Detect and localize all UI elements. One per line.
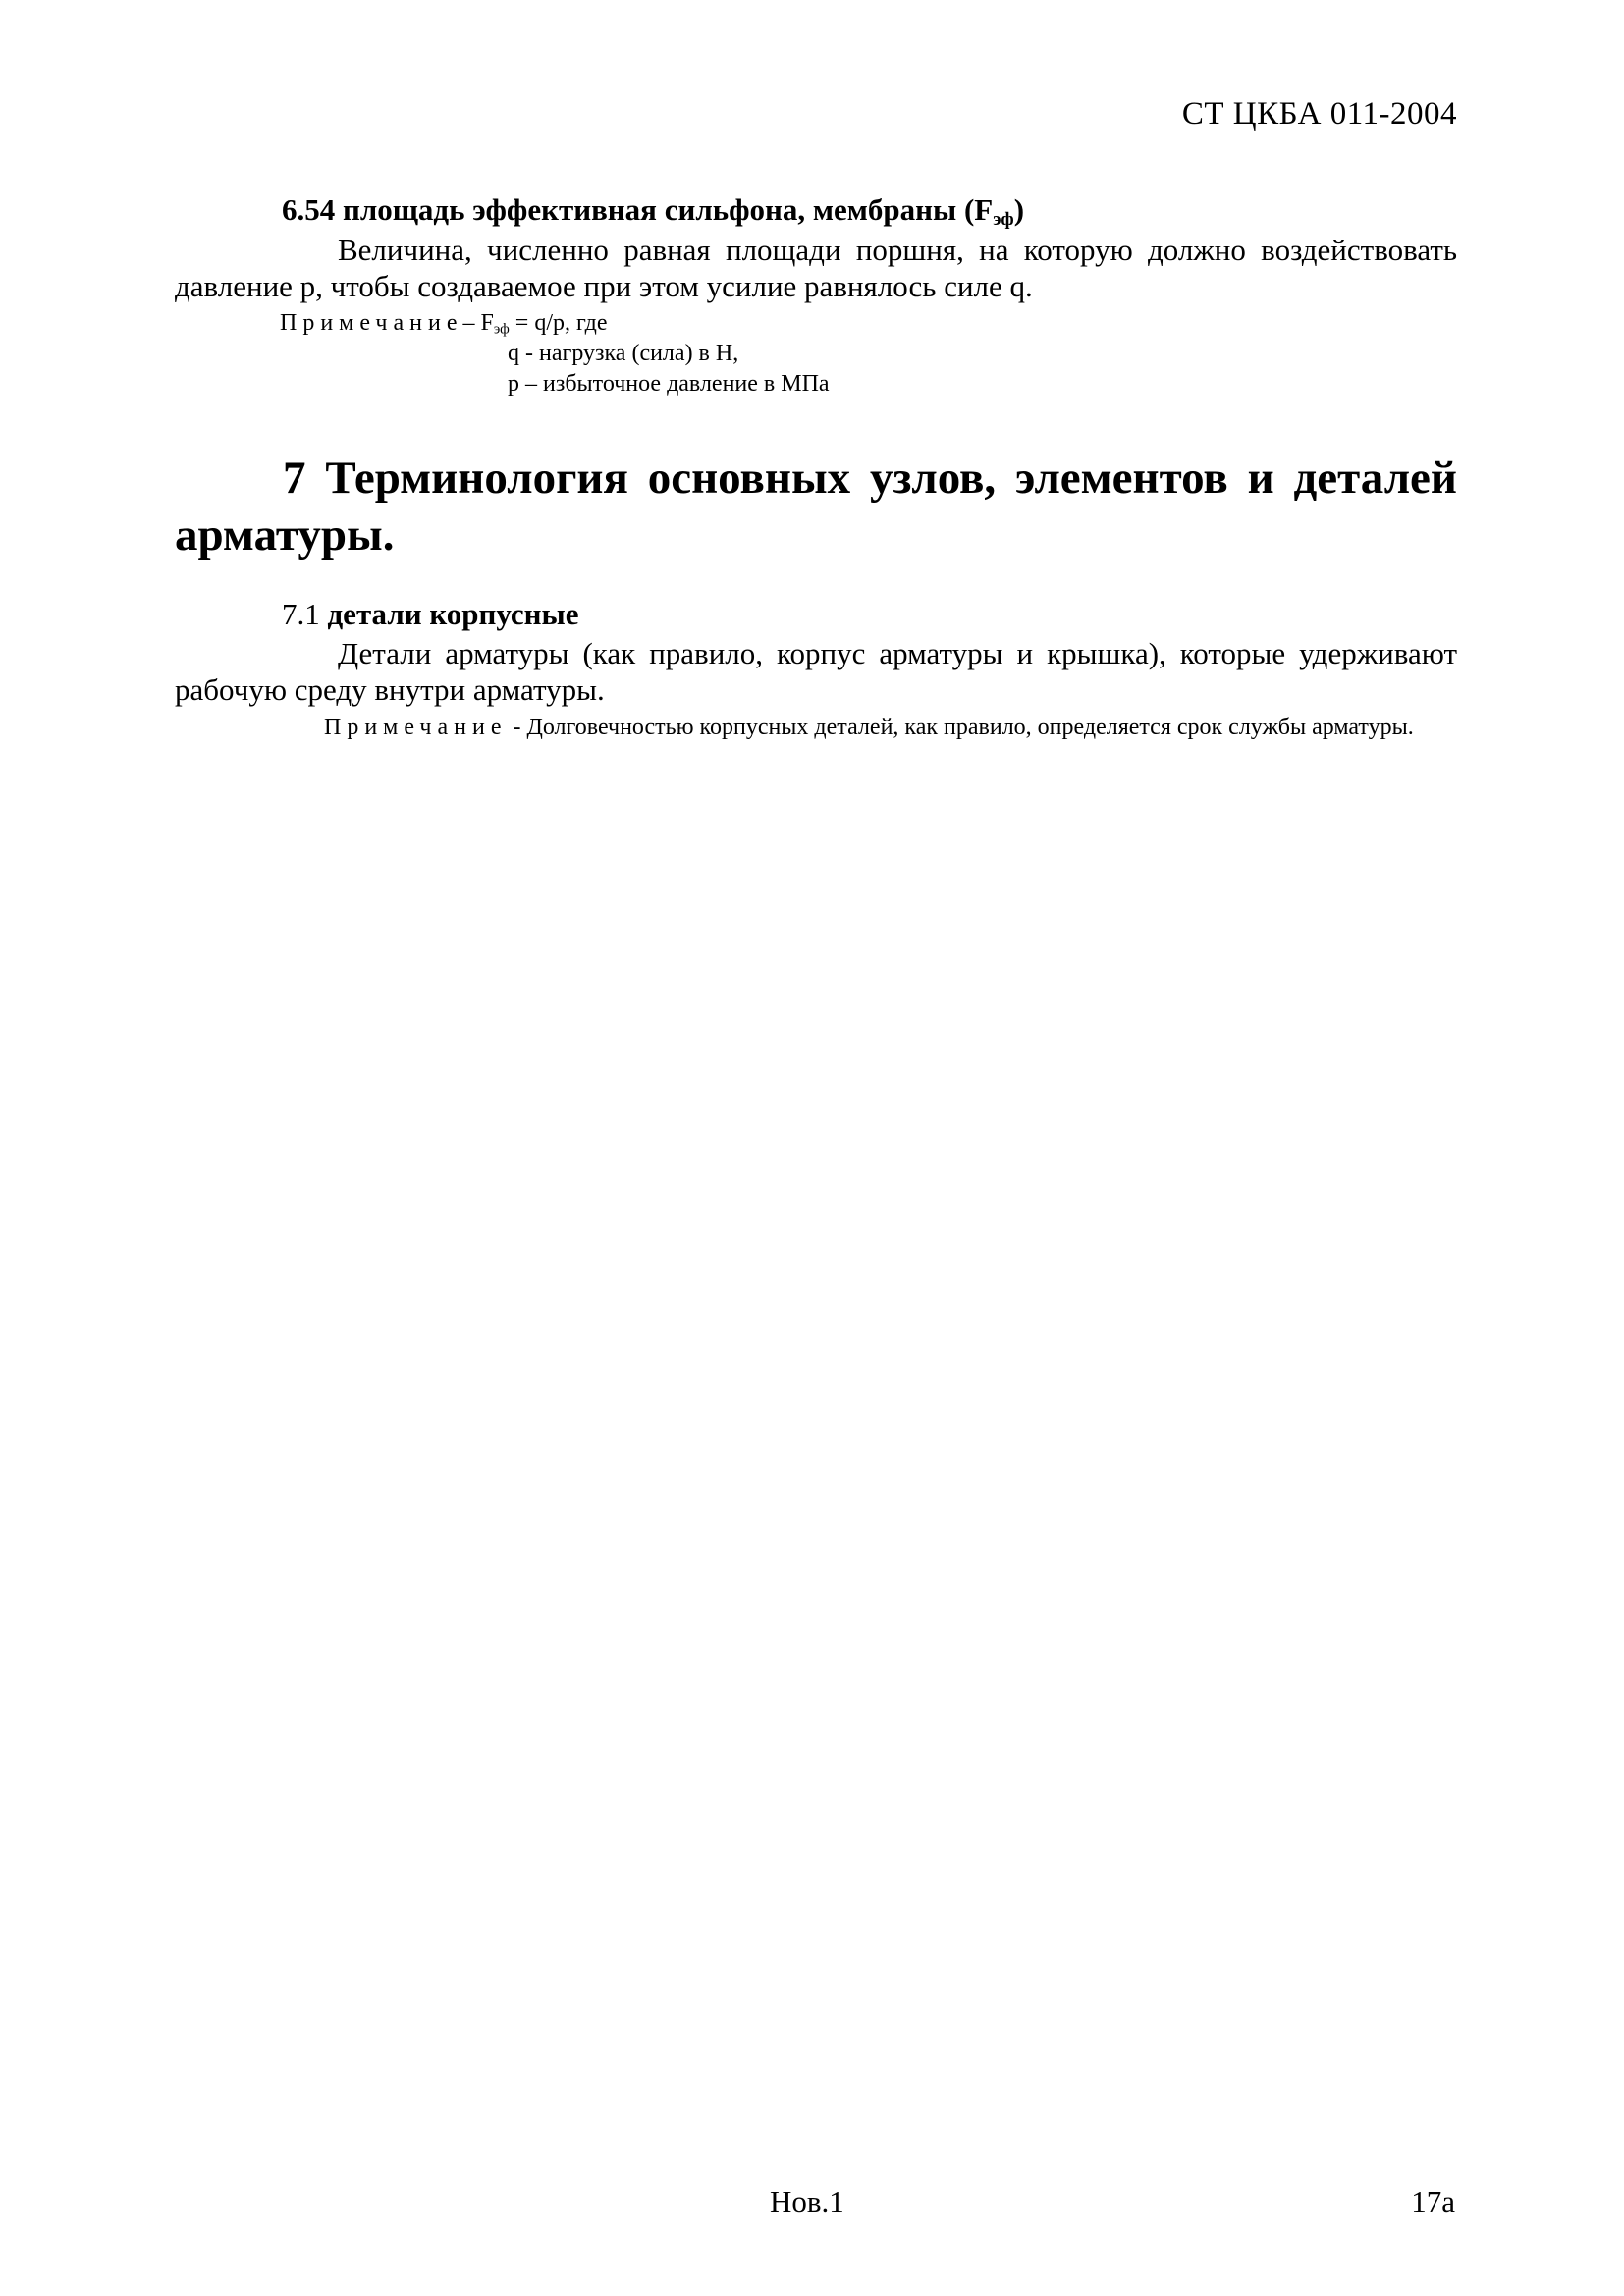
term-7-1-number: 7.1: [282, 597, 320, 631]
term-6-54-note-formula-subscript: эф: [493, 321, 510, 338]
term-6-54-note: [280, 310, 608, 339]
term-6-54-title-end: ): [1013, 192, 1025, 227]
term-6-54-note-p: p – избыточное давление в МПа: [508, 371, 830, 397]
term-7-1-definition: Детали арматуры (как правило, корпус арматуры и крышка), которые удерживают рабочую среду внутри арматуры.: [175, 636, 1457, 707]
chapter-7-title: Терминология основных узлов, элементов и деталей арматуры.: [175, 453, 1458, 561]
term-7-1-name: детали корпусные: [327, 597, 579, 631]
chapter-7-heading: [175, 450, 1457, 563]
term-6-54-note-q: q - нагрузка (сила) в Н,: [508, 341, 739, 366]
term-6-54-note-formula-post: = q/p, где: [509, 310, 608, 336]
term-6-54-note-label: Примечание: [280, 310, 463, 336]
document-code: СТ ЦКБА 011-2004: [1181, 96, 1457, 132]
term-6-54-title: [282, 192, 1024, 231]
term-7-1-note-label: Примечание: [324, 715, 508, 740]
term-7-1-note-text: - Долговечностью корпусных деталей, как правило, определяется срок службы арматуры.: [513, 715, 1414, 740]
term-6-54-title-main: 6.54 площадь эффективная сильфона, мембраны (F: [282, 192, 994, 227]
term-7-1-note: [175, 712, 1457, 743]
page-number: 17а: [1411, 2184, 1455, 2218]
term-6-54-note-formula-pre: – F: [462, 310, 494, 336]
term-7-1-title: [282, 597, 579, 632]
chapter-7-number: 7: [283, 453, 306, 504]
term-6-54-title-subscript: эф: [993, 208, 1014, 230]
term-6-54-definition: Величина, численно равная площади поршня, на которую должно воздействовать давление р, чтобы создаваемое при этом усилие равнялось силе q.: [175, 233, 1457, 303]
change-mark: Нов.1: [770, 2184, 844, 2218]
